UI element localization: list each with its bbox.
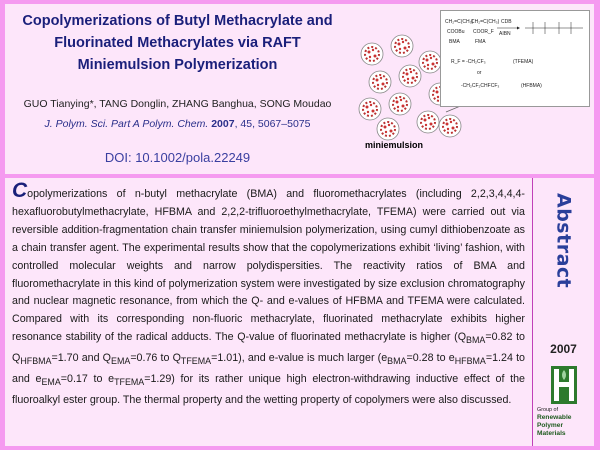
- scheme-fma-label: FMA: [475, 39, 486, 45]
- authors: GUO Tianying*, TANG Donglin, ZHANG Banghua, SONG Moudao: [23, 98, 332, 110]
- scheme-tfema-label: (TFEMA): [513, 59, 534, 65]
- scheme-monomer2: CH₂=C(CH₃): [471, 19, 500, 25]
- sub-ema-e: EMA: [41, 377, 61, 388]
- paper-title: [5, 10, 350, 76]
- abstract-text-7: =1.24 to and e: [12, 352, 525, 386]
- journal-volume-pages: , 45, 5067–5075: [234, 118, 311, 130]
- abstract-body: [12, 179, 525, 410]
- abstract-text-9: =1.29) for its rather unique high electron-withdrawing inductive effect of the fluoroalkyl ester group. The thermal property and the wetting property of copolymers were also discussed.: [12, 373, 525, 407]
- sidebar-year: 2007: [550, 342, 577, 356]
- abstract-side-text: Abstract: [552, 193, 575, 289]
- abstract-text-4: =0.76 to Q: [130, 352, 181, 365]
- sub-hfbma-e: HFBMA: [454, 356, 486, 367]
- sub-bma-e: BMA: [387, 356, 407, 367]
- title-line-3: Miniemulsion Polymerization: [77, 57, 278, 73]
- sub-ema-q: EMA: [111, 356, 131, 367]
- group-of-label: Group of: [537, 407, 558, 413]
- abstract-panel: [5, 178, 594, 446]
- journal-name: J. Polym. Sci. Part A Polym. Chem.: [44, 118, 209, 130]
- title-line-2: Fluorinated Methacrylates via RAFT: [54, 35, 301, 51]
- abstract-dropcap: C: [12, 179, 28, 202]
- sub-hfbma-q: HFBMA: [20, 356, 52, 367]
- abstract-side-label: [533, 186, 594, 296]
- scheme-monomer2-ester: COOR_F: [473, 29, 494, 35]
- miniemulsion-label: miniemulsion: [365, 140, 424, 150]
- scheme-bma-label: BMA: [449, 39, 460, 45]
- abstract-text-3: =1.70 and Q: [51, 352, 111, 365]
- abstract-text-8: =0.17 to e: [60, 373, 115, 386]
- group-line-3: Materials: [537, 430, 566, 437]
- reaction-scheme: [440, 10, 590, 107]
- sub-bma-q: BMA: [466, 335, 486, 346]
- header-panel: [5, 4, 594, 174]
- doi-link[interactable]: DOI: 10.1002/pola.22249: [104, 150, 251, 165]
- scheme-aibn: AIBN: [499, 31, 511, 37]
- abstract-text-6: =0.28 to e: [406, 352, 455, 365]
- group-line-1: Renewable: [537, 414, 572, 421]
- scheme-monomer1-ester: COOBu: [447, 29, 465, 35]
- abstract-text-1: opolymerizations of n-butyl methacrylate (BMA) and fluoromethacrylates (including 2,2,3,4,4,4-hexafluorobutylmethacrylate, HFBMA and 2,2,2-trifluoroethylmethacrylate, TFEMA) were carried out via reversible addition-fragmentation chain transfer miniemulsion polymerization, using cumyl dithiobenzoate as a chain transfer agent. The experimental results show that the copolymerizations exhibit ‘living’ fashion, with controlled molecular weights and narrow polydispersities. The reactivity ratios of BMA and fluoromethacrylate in this kind of polymerization system were investigated by size exclusion chromatography and nuclear magnetic resonance, from which the Q- and e-values of HFBMA and TFEMA were calculated. Compared with its corresponding non-fluoric methacrylate, fluorinated methacrylate exhibits higher resonance stability of the radical adducts. The Q-value of fluorinated methacrylate is higher (Q: [12, 188, 525, 344]
- graphical-abstract: [350, 4, 594, 174]
- scheme-rf-label: R_F = -CH₂CF₃: [451, 59, 486, 65]
- sub-tfema-q: TFEMA: [180, 356, 212, 367]
- group-name: [537, 406, 593, 438]
- title-line-1: Copolymerizations of Butyl Methacrylate and: [22, 13, 333, 29]
- journal-citation: [5, 118, 350, 130]
- reaction-scheme-drawing: [441, 11, 589, 106]
- renewable-polymer-logo-icon: [551, 366, 577, 404]
- scheme-monomer1: CH₂=C(CH₃): [445, 19, 474, 25]
- abstract-text-2: =0.82 to Q: [12, 331, 525, 365]
- abstract-text-5: =1.01), and e-value is much larger (e: [211, 352, 388, 365]
- scheme-hfbma-label: (HFBMA): [521, 83, 542, 89]
- scheme-arrowhead: [517, 27, 520, 30]
- scheme-or-label: or: [477, 70, 482, 76]
- scheme-rf-alt: -CH₂CF₂CHFCF₃: [461, 83, 500, 89]
- scheme-cdb: CDB: [501, 19, 512, 25]
- group-line-2: Polymer: [537, 422, 564, 429]
- sub-tfema-e: TFEMA: [114, 377, 145, 388]
- journal-year: 2007: [211, 118, 235, 130]
